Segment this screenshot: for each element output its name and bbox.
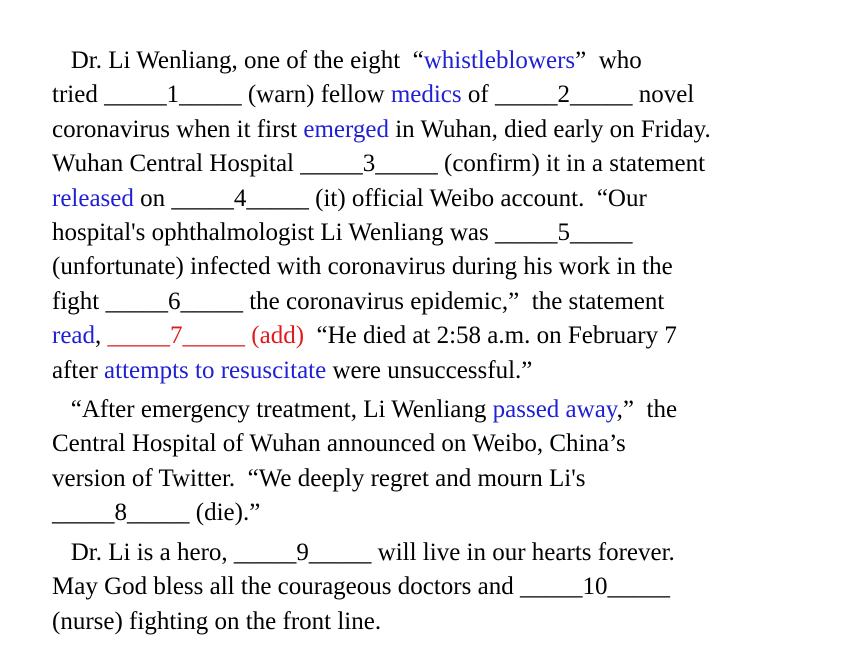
text-line bbox=[52, 285, 852, 319]
highlighted-text: attempts to resuscitate bbox=[104, 356, 327, 384]
text-line bbox=[52, 44, 852, 78]
highlighted-text: passed away bbox=[492, 396, 617, 423]
text-segment: _____8_____ (die).” bbox=[52, 499, 261, 527]
text-segment: coronavirus when it first bbox=[52, 115, 304, 143]
text-segment: May God bless all the courageous doctors and _____10_____ bbox=[52, 573, 670, 601]
paragraph-2 bbox=[52, 393, 852, 531]
text-line bbox=[52, 393, 852, 427]
text-line bbox=[52, 78, 852, 112]
text-segment: “He died at 2:58 a.m. on February 7 bbox=[304, 322, 677, 350]
text-segment: were unsuccessful.” bbox=[326, 356, 533, 384]
paragraph-3 bbox=[52, 536, 852, 639]
text-line bbox=[52, 570, 852, 604]
text-segment: ” who bbox=[575, 47, 642, 74]
highlighted-text: _____7_____ (add) bbox=[107, 322, 305, 350]
text-segment: , bbox=[95, 322, 108, 350]
text-line bbox=[52, 354, 852, 388]
text-line bbox=[52, 605, 852, 639]
text-line bbox=[52, 536, 852, 570]
text-segment: (nurse) fighting on the front line. bbox=[52, 607, 382, 635]
highlighted-text: released bbox=[52, 184, 134, 212]
text-segment: Wuhan Central Hospital _____3_____ (confirm) it in a statement bbox=[52, 150, 706, 178]
text-segment: Dr. Li Wenliang, one of the eight “ bbox=[52, 47, 424, 74]
text-line bbox=[52, 182, 852, 216]
text-segment: in Wuhan, died early on Friday. bbox=[388, 115, 711, 143]
text-line bbox=[52, 216, 852, 250]
highlighted-text: read bbox=[52, 322, 96, 350]
text-line bbox=[52, 496, 852, 530]
text-segment: version of Twitter. “We deeply regret and mourn Li's bbox=[52, 464, 586, 492]
text-line bbox=[52, 319, 852, 353]
highlighted-text: medics bbox=[390, 81, 462, 109]
text-line bbox=[52, 462, 852, 496]
text-line bbox=[52, 250, 852, 284]
text-segment: after bbox=[52, 356, 105, 384]
highlighted-text: whistleblowers bbox=[423, 47, 576, 74]
text-segment: on _____4_____ (it) official Weibo account. “Our bbox=[133, 184, 647, 212]
text-line bbox=[52, 147, 852, 181]
text-segment: tried _____1_____ (warn) fellow bbox=[52, 81, 391, 109]
text-segment: Dr. Li is a hero, _____9_____ will live in our hearts forever. bbox=[52, 539, 675, 566]
text-segment: (unfortunate) infected with coronavirus during his work in the bbox=[52, 253, 673, 281]
text-segment: “After emergency treatment, Li Wenliang bbox=[52, 396, 493, 423]
text-segment: of _____2_____ novel bbox=[461, 81, 695, 109]
text-line bbox=[52, 427, 852, 461]
paragraph-1 bbox=[52, 44, 852, 388]
text-segment: ,” the bbox=[616, 396, 678, 423]
text-segment: Central Hospital of Wuhan announced on Weibo, China’s bbox=[52, 430, 626, 458]
highlighted-text: emerged bbox=[303, 115, 389, 143]
text-segment: fight _____6_____ the coronavirus epidemic,” the statement bbox=[52, 287, 665, 315]
text-segment: hospital's ophthalmologist Li Wenliang was _____5_____ bbox=[52, 218, 633, 246]
text-line bbox=[52, 113, 852, 147]
